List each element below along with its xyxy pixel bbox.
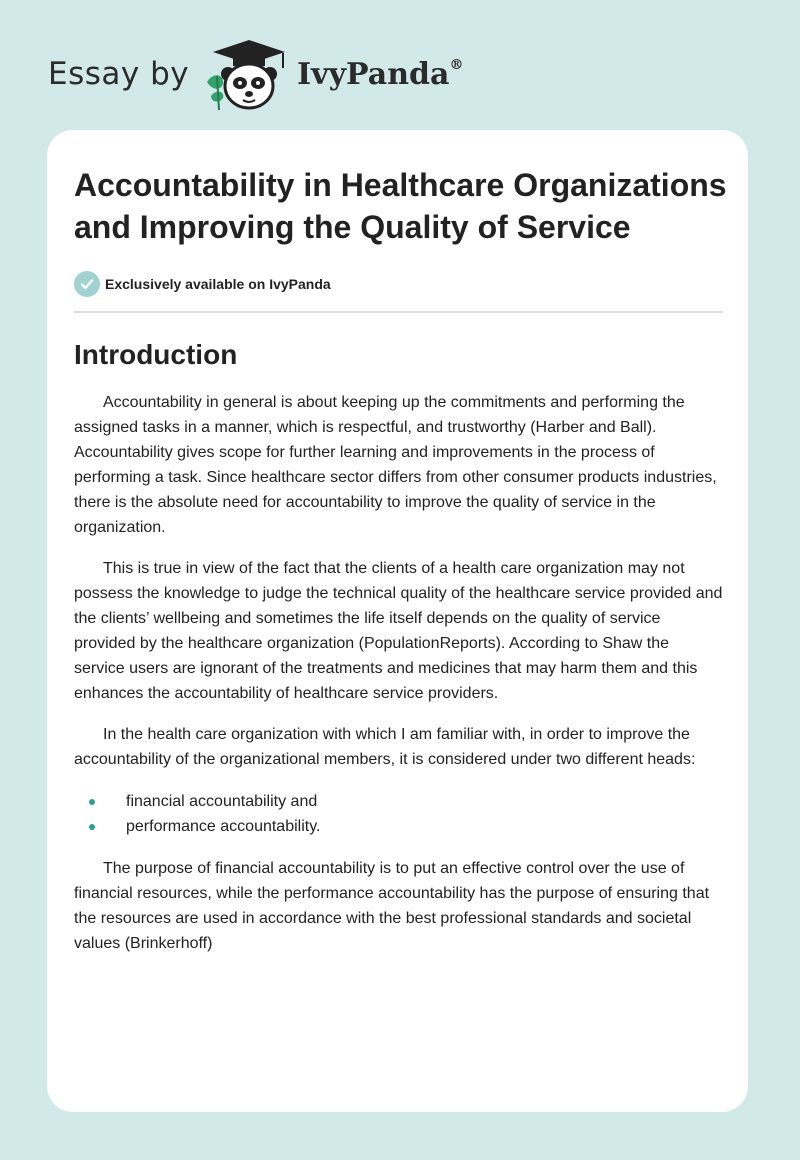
divider: [74, 311, 723, 313]
list-item: [74, 789, 722, 814]
site-header: [48, 34, 463, 114]
panda-logo-icon[interactable]: [203, 34, 295, 114]
paragraph: This is true in view of the fact that the clients of a health care organization may not possess the knowledge to judge the technical quality of the healthcare service provided and the clients’ wellbeing and sometimes the life itself depends on the quality of service provided by the healthcare organization (PopulationReports). According to Shaw the service users are ignorant of the treatments and medicines that may harm them and this enhances the accountability of healthcare service providers.: [74, 560, 723, 702]
brand-name: IvyPanda: [297, 56, 450, 92]
bullet-dot-icon: [89, 799, 95, 805]
essay-by-label: Essay by: [48, 56, 190, 92]
essay-card: [47, 130, 748, 1112]
registered-mark: ®: [449, 56, 464, 73]
list-item: [74, 814, 722, 839]
badge-label: Exclusively available on IvyPanda: [105, 276, 331, 292]
list-item-text: performance accountability.: [126, 818, 321, 835]
bullet-list: [74, 789, 722, 839]
ivypanda-wordmark[interactable]: [297, 57, 463, 92]
bullet-dot-icon: [89, 824, 95, 830]
essay-title: Accountability in Healthcare Organizations and Improving the Quality of Service: [74, 167, 727, 245]
paragraph: Accountability in general is about keeping up the commitments and performing the assigned tasks in a manner, which is respectful, and trustworthy (Harber and Ball). Accountability gives scope for further learning and improvements in the process of performing a task. Since healthcare sector differs from other consumer products industries, there is the absolute need for accountability to improve the quality of service in the organization.: [74, 394, 717, 536]
check-circle-icon: [74, 271, 100, 297]
paragraph: In the health care organization with which I am familiar with, in order to improve the accountability of the organizational members, it is considered under two different heads:: [74, 726, 696, 768]
paragraph: The purpose of financial accountability is to put an effective control over the use of financial resources, while the performance accountability has the purpose of ensuring that the resources are used in accordance with the best professional standards and societal values (Brinkerhoff): [74, 860, 710, 952]
list-item-text: financial accountability and: [126, 793, 318, 810]
section-heading: Introduction: [74, 339, 238, 370]
exclusive-badge: [74, 270, 722, 298]
